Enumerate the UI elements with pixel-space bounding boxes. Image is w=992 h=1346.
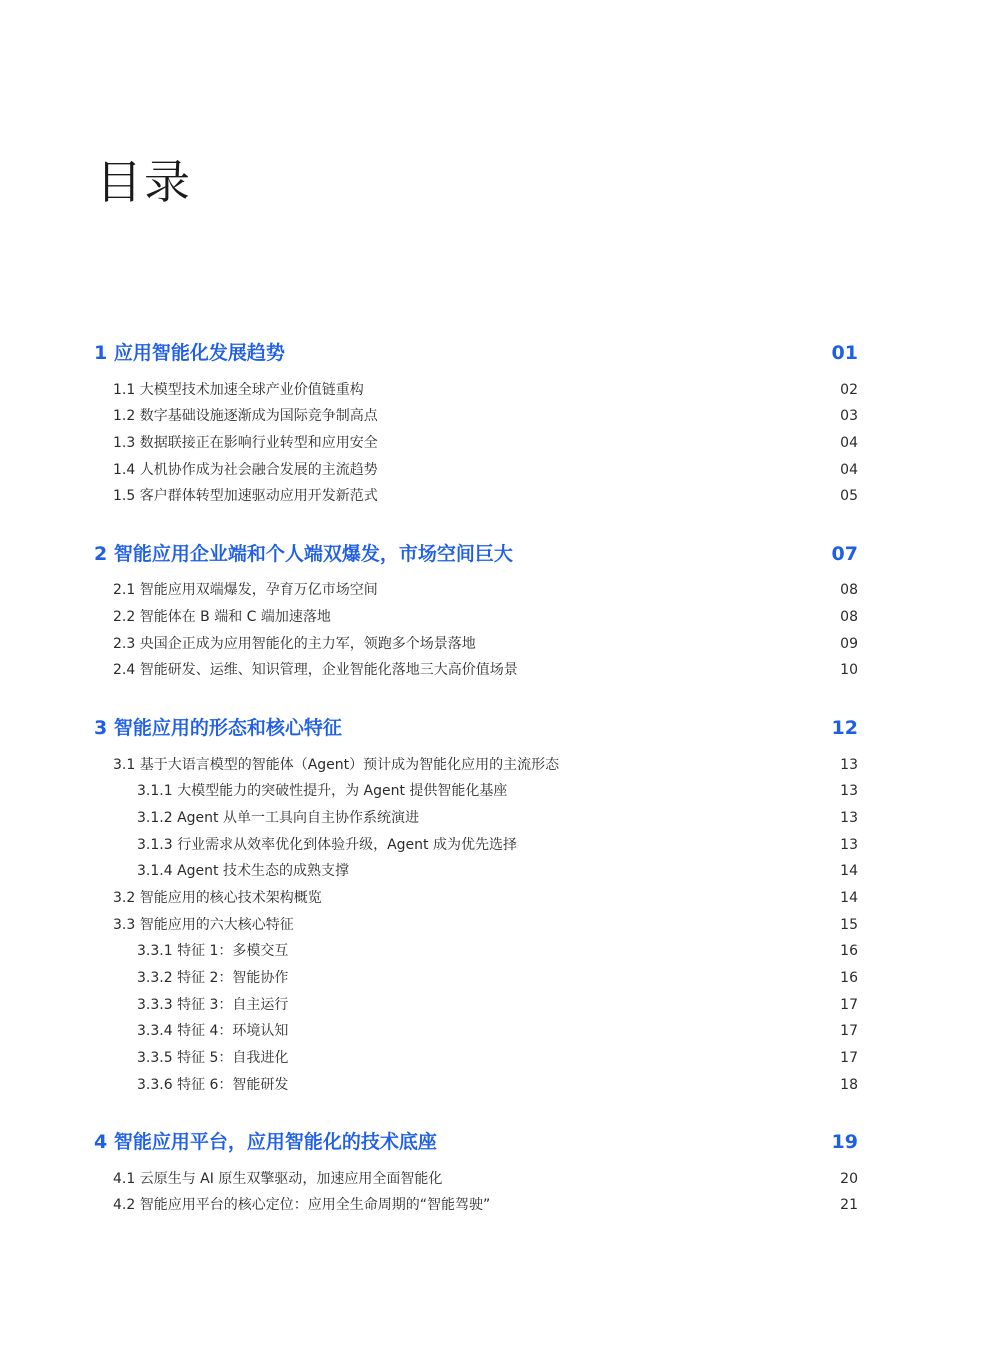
toc-entry-title: 3.1.4 Agent 技术生态的成熟支撑 [137,863,349,879]
toc-entry-title: 2.1 智能应用双端爆发，孕育万亿市场空间 [113,582,378,598]
toc-entry[interactable] [0,1047,992,1073]
toc-entry-title: 1 应用智能化发展趋势 [94,342,285,364]
toc-page-number: 16 [840,970,858,986]
toc-page-number: 16 [840,943,858,959]
page-title: 目录 [96,155,192,209]
toc-page-number: 01 [831,342,858,364]
toc-entry-title: 3.1.3 行业需求从效率优化到体验升级，Agent 成为优先选择 [137,837,517,853]
toc-entry-title: 3.3.5 特征 5：自我进化 [137,1050,289,1066]
toc-page-number: 03 [840,408,858,424]
toc-entry-title: 3.1.1 大模型能力的突破性提升，为 Agent 提供智能化基座 [137,783,508,799]
toc-page-number: 17 [840,997,858,1013]
toc-page-number: 20 [840,1171,858,1187]
toc-page-number: 18 [840,1077,858,1093]
toc-entry-title: 3.3.3 特征 3：自主运行 [137,997,289,1013]
toc-page-number: 15 [840,917,858,933]
toc-page-number: 07 [831,543,858,565]
toc-page-number: 14 [840,890,858,906]
toc-entry-title: 1.5 客户群体转型加速驱动应用开发新范式 [113,488,378,504]
toc-entry[interactable] [0,914,992,940]
toc-page-number: 13 [840,757,858,773]
toc-entry[interactable] [0,485,992,511]
toc-entry[interactable] [0,405,992,431]
toc-entry[interactable] [0,459,992,485]
toc-page-number: 08 [840,582,858,598]
toc-entry[interactable] [0,1074,992,1100]
toc-entry-title: 1.3 数据联接正在影响行业转型和应用安全 [113,435,378,451]
toc-entry[interactable] [0,940,992,966]
toc-entry-title: 3.3.2 特征 2：智能协作 [137,970,289,986]
toc-entry-title: 3.2 智能应用的核心技术架构概览 [113,890,322,906]
toc-entry[interactable] [0,834,992,860]
toc-chapter[interactable] [0,541,992,567]
toc-page-number: 04 [840,435,858,451]
toc-entry[interactable] [0,1168,992,1194]
toc-entry-title: 1.4 人机协作成为社会融合发展的主流趋势 [113,462,378,478]
toc-entry-title: 3 智能应用的形态和核心特征 [94,717,342,739]
toc-entry[interactable] [0,780,992,806]
toc-page-number: 13 [840,810,858,826]
toc-page-number: 17 [840,1050,858,1066]
toc-entry-title: 4.2 智能应用平台的核心定位：应用全生命周期的“智能驾驶” [113,1197,491,1213]
toc-page-number: 09 [840,636,858,652]
toc-page-number: 17 [840,1023,858,1039]
toc-entry-title: 3.1 基于大语言模型的智能体（Agent）预计成为智能化应用的主流形态 [113,757,560,773]
toc-page-number: 14 [840,863,858,879]
toc-entry-title: 3.3.1 特征 1：多模交互 [137,943,289,959]
toc-page-number: 12 [831,717,858,739]
toc-page-number: 05 [840,488,858,504]
toc-entry[interactable] [0,379,992,405]
toc-entry-title: 2.4 智能研发、运维、知识管理，企业智能化落地三大高价值场景 [113,662,518,678]
toc-entry-title: 1.1 大模型技术加速全球产业价值链重构 [113,382,364,398]
toc-page-number: 13 [840,783,858,799]
toc-page-number: 21 [840,1197,858,1213]
toc-entry[interactable] [0,1020,992,1046]
toc-page-number: 13 [840,837,858,853]
toc-entry-title: 3.3.4 特征 4：环境认知 [137,1023,289,1039]
toc-page-number: 02 [840,382,858,398]
toc-page-number: 10 [840,662,858,678]
toc-entry-title: 4.1 云原生与 AI 原生双擎驱动，加速应用全面智能化 [113,1171,443,1187]
toc-entry-title: 1.2 数字基础设施逐渐成为国际竞争制高点 [113,408,378,424]
toc-chapter[interactable] [0,1129,992,1155]
toc-entry[interactable] [0,432,992,458]
toc-entry[interactable] [0,1194,992,1220]
toc-entry-title: 3.1.2 Agent 从单一工具向自主协作系统演进 [137,810,419,826]
toc-page-number: 08 [840,609,858,625]
toc-page-number: 04 [840,462,858,478]
toc-entry-title: 4 智能应用平台，应用智能化的技术底座 [94,1131,437,1153]
toc-entry[interactable] [0,579,992,605]
toc-entry[interactable] [0,860,992,886]
toc-entry[interactable] [0,994,992,1020]
toc-entry[interactable] [0,967,992,993]
toc-entry[interactable] [0,659,992,685]
toc-entry[interactable] [0,807,992,833]
toc-entry-title: 2.3 央国企正成为应用智能化的主力军，领跑多个场景落地 [113,636,476,652]
toc-entry-title: 3.3 智能应用的六大核心特征 [113,917,294,933]
toc-entry-title: 2.2 智能体在 B 端和 C 端加速落地 [113,609,331,625]
toc-entry[interactable] [0,754,992,780]
toc-entry[interactable] [0,887,992,913]
toc-chapter[interactable] [0,715,992,741]
toc-entry[interactable] [0,606,992,632]
toc-page-number: 19 [831,1131,858,1153]
toc-entry[interactable] [0,633,992,659]
toc-chapter[interactable] [0,340,992,366]
toc-entry-title: 2 智能应用企业端和个人端双爆发，市场空间巨大 [94,543,513,565]
toc-entry-title: 3.3.6 特征 6：智能研发 [137,1077,289,1093]
